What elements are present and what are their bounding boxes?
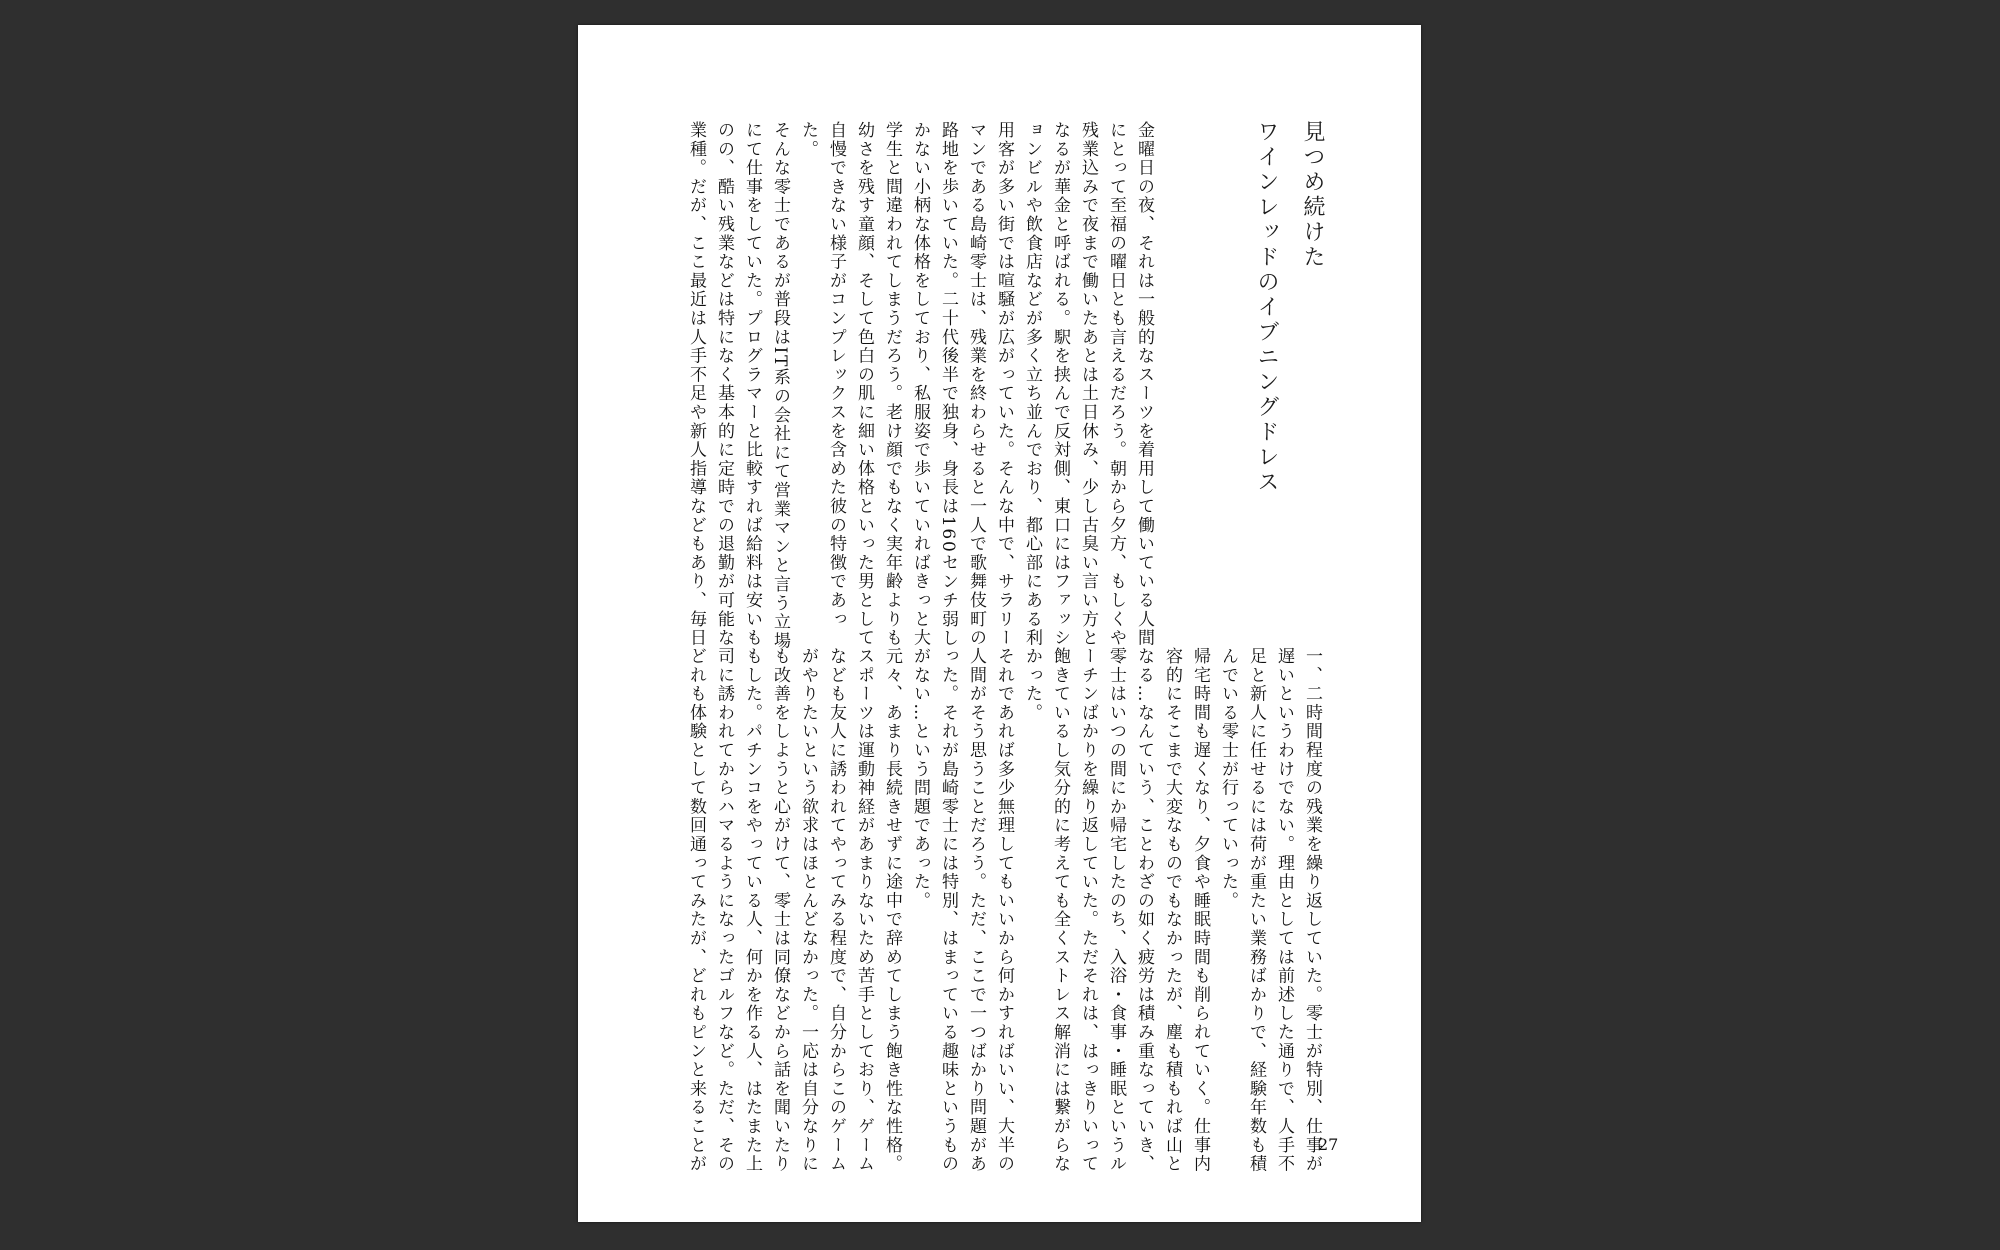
text-column: 司に誘われてからハマるようになったゴルフなど。ただ、その (714, 647, 734, 1174)
text-column: 金曜日の夜、それは一般的なスーツを着用して働いている人間 (1134, 121, 1154, 648)
text-column: 路地を歩いていた。二十代後半で独身、身長は160センチ弱し (938, 121, 958, 648)
text-column: 用客が多い街では喧騒が広がっていた。そんな中で、サラリー (994, 121, 1014, 648)
text-column: も改善をしようと心がけて、零士は同僚などから話を聞いたり (770, 647, 790, 1174)
chapter-title (1243, 120, 1335, 560)
text-column: もした。パチンコをやっている人、何かを作る人、はたまた上 (742, 647, 762, 1174)
text-column: 帰宅時間も遅くなり、夕食や睡眠時間も削られていく。仕事内 (1190, 647, 1210, 1174)
text-column: にとって至福の曜日とも言えるだろう。朝から夕方、もしくや (1106, 121, 1126, 648)
text-column: なる…なんていう、ことわざの如く疲労は積み重なっていき、 (1134, 647, 1154, 1174)
text-column: ョンビルや飲食店などが多く立ち並んでおり、都心部にある利 (1022, 121, 1042, 648)
text-column: 容的にそこまで大変なものでもなかったが、塵も積もれば山と (1162, 647, 1182, 1174)
text-column: 残業込みで夜まで働いたあとは土日休み、少し古臭い言い方と (1078, 121, 1098, 648)
chapter-title-line-1: 見つめ続けた (1300, 120, 1325, 270)
text-column: んでいる零士が行っていった。 (1218, 647, 1238, 911)
text-column: ーチンばかりを繰り返していた。ただそれは、はっきりいって (1078, 647, 1098, 1174)
text-column: かった。 (1022, 647, 1042, 723)
text-column: なるが華金と呼ばれる。駅を挟んで反対側、東口にはファッシ (1050, 121, 1070, 648)
text-column: スポーツは運動神経があまりないため苦手としており、ゲーム (854, 647, 874, 1174)
text-column: 幼さを残す童顔、そして色白の肌に細い体格といった男として (854, 121, 874, 648)
text-column: 自慢できない様子がコンプレックスを含めた彼の特徴であっ (826, 121, 846, 629)
text-column: なども友人に誘われてやってみる程度で、自分からこのゲーム (826, 647, 846, 1174)
page-number: 27 (1318, 1135, 1339, 1154)
text-column: 零士はいつの間にか帰宅したのち、入浴・食事・睡眠というル (1106, 647, 1126, 1174)
chapter-title-line-2: ワインレッドのイブニングドレス (1254, 120, 1279, 495)
book-page (578, 25, 1421, 1222)
text-column: 飽きているし気分的に考えても全くストレス解消には繋がらな (1050, 647, 1070, 1174)
text-column: マンである島崎零士は、残業を終わらせると一人で歌舞伎町の (966, 121, 986, 648)
text-column: のの、酷い残業などは特になく基本的に定時での退勤が可能な (714, 121, 734, 648)
text-column: 遅いというわけでない。理由としては前述した通りで、人手不 (1274, 647, 1294, 1174)
text-column: 業種。だが、ここ最近は人手不足や新人指導などもあり、毎日 (686, 121, 706, 648)
text-column: にて仕事をしていた。プログラマーと比較すれば給料は安いも (742, 121, 762, 648)
text-column: った。それが島崎零士には特別、はまっている趣味というもの (938, 647, 958, 1174)
upper-text-block (678, 121, 1158, 651)
text-column: 学生と間違われてしまうだろう。老け顔でもなく実年齢よりも (882, 121, 902, 648)
lower-text-block (676, 647, 1326, 1174)
text-column: そんな零士であるが普段はIT系の会社にて営業マンと言う立場 (770, 121, 790, 651)
text-column: がない…という問題であった。 (910, 647, 930, 911)
text-column: た。 (798, 121, 818, 159)
text-column: 元々、あまり長続きせずに途中で辞めてしまう飽き性な性格。 (882, 647, 902, 1174)
text-column: 足と新人に任せるには荷が重たい業務ばかりで、経験年数も積 (1246, 647, 1266, 1174)
text-column: それであれば多少無理してもいいから何かすればいい、大半の (994, 647, 1014, 1174)
text-column: かない小柄な体格をしており、私服姿で歩いていればきっと大 (910, 121, 930, 648)
text-column: どれも体験として数回通ってみたが、どれもピンと来ることが (686, 647, 706, 1174)
text-column: 人間がそう思うことだろう。ただ、ここで一つばかり問題があ (966, 647, 986, 1174)
text-column: 一、二時間程度の残業を繰り返していた。零士が特別、仕事が (1302, 647, 1322, 1174)
text-column: がやりたいという欲求はほとんどなかった。一応は自分なりに (798, 647, 818, 1174)
